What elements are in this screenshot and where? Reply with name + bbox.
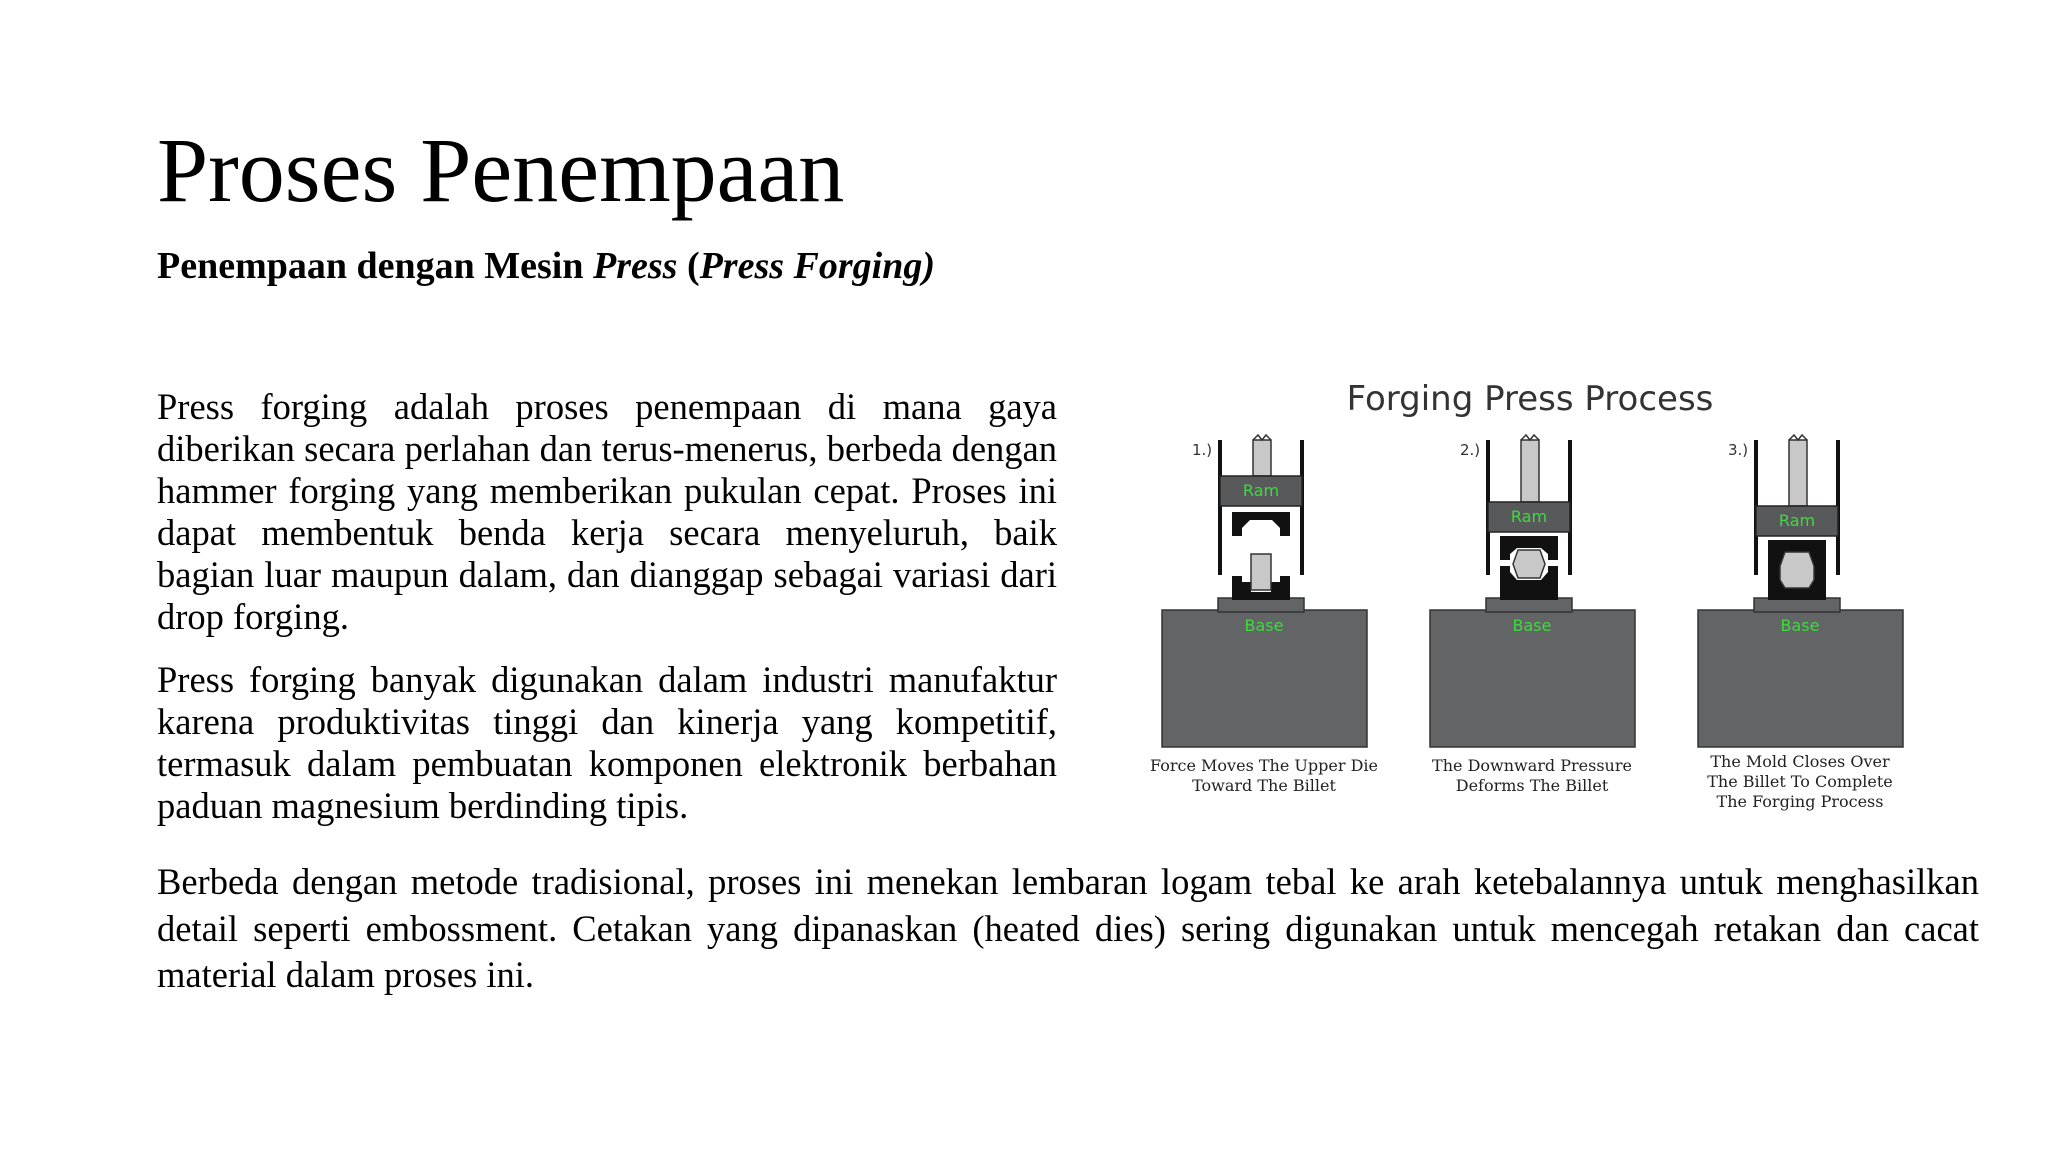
base-label: Base	[1244, 616, 1284, 635]
ram-label: Ram	[1778, 511, 1816, 530]
ram-rod	[1789, 440, 1807, 506]
ram-label: Ram	[1242, 481, 1280, 500]
base-label: Base	[1780, 616, 1820, 635]
subtitle-part-1: Penempaan dengan Mesin	[157, 245, 593, 287]
base-neck	[1754, 598, 1840, 612]
forging-press-diagram	[1140, 370, 1940, 820]
base-neck	[1218, 598, 1304, 612]
upper-die	[1232, 512, 1290, 536]
ram-label: Ram	[1510, 507, 1548, 526]
step-3-caption-line-1: The Mold Closes Over	[1710, 752, 1890, 771]
slide-title: Proses Penempaan	[157, 119, 845, 221]
frame-column-right	[1300, 440, 1304, 575]
paragraph-2: Press forging banyak digunakan dalam industri manufaktur karena produktivitas tinggi dan kinerja yang kompetitif, termasuk dalam pembuatan komponen elektronik berbahan paduan magnesium berdinding tipis.	[157, 659, 1057, 826]
subtitle-part-4: Press Forging)	[699, 245, 936, 287]
step-1-caption-line-1: Force Moves The Upper Die	[1150, 756, 1378, 775]
step-2-caption-line-1: The Downward Pressure	[1432, 756, 1632, 775]
press-step-2	[1430, 435, 1635, 795]
paragraph-3: Berbeda dengan metode tradisional, proses ini menekan lembaran logam tebal ke arah ketebalannya untuk menghasilkan detail seperti embossment. Cetakan yang dipanaskan (heated dies) sering digunakan untuk mencegah retakan dan cacat material dalam proses ini.	[157, 861, 1979, 995]
base-neck	[1486, 598, 1572, 612]
frame-column-left	[1218, 440, 1222, 575]
step-3-caption-line-3: The Forging Process	[1716, 792, 1884, 811]
step-3-number: 3.)	[1728, 441, 1749, 459]
figure-title: Forging Press Process	[1346, 379, 1714, 419]
ram-rod	[1521, 440, 1539, 502]
press-step-1	[1150, 435, 1378, 795]
billet	[1251, 554, 1271, 590]
ram-rod	[1253, 440, 1271, 476]
step-1-caption-line-2: Toward The Billet	[1192, 776, 1336, 795]
subtitle-part-3: (	[677, 245, 700, 287]
subtitle-part-2: Press	[592, 245, 678, 287]
formed-billet	[1780, 552, 1814, 588]
step-2-number: 2.)	[1460, 441, 1481, 459]
slide-subtitle	[157, 244, 935, 288]
paragraph-1: Press forging adalah proses penempaan di mana gaya diberikan secara perlahan dan terus-menerus, berbeda dengan hammer forging yang memberikan pukulan cepat. Proses ini dapat membentuk benda kerja secara menyeluruh, baik bagian luar maupun dalam, dan dianggap sebagai variasi dari drop forging.	[157, 386, 1057, 637]
left-text-column	[157, 386, 1057, 848]
forging-press-figure	[1140, 370, 1940, 820]
step-2-caption-line-2: Deforms The Billet	[1455, 776, 1609, 795]
deformed-billet	[1513, 550, 1545, 578]
step-3-caption-line-2: The Billet To Complete	[1707, 772, 1893, 791]
base-label: Base	[1512, 616, 1552, 635]
press-step-3	[1698, 435, 1903, 811]
step-1-number: 1.)	[1192, 441, 1213, 459]
